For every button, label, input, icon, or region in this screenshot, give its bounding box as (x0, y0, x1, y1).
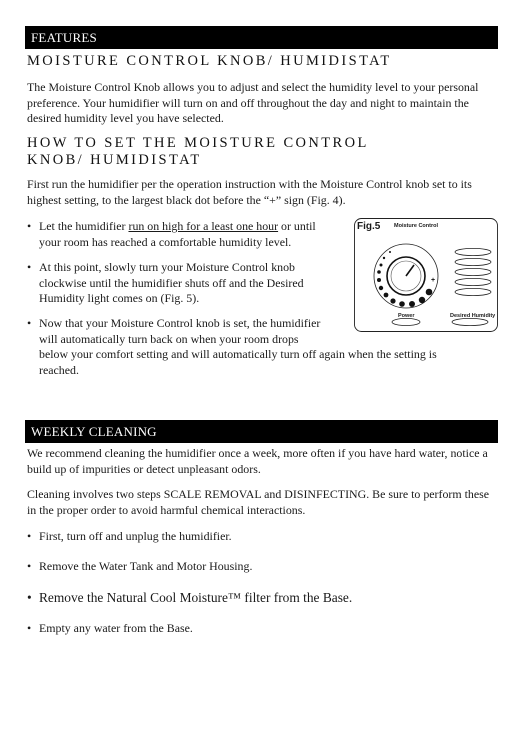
how-to-set-paragraph: First run the humidifier per the operation instruction with the Moisture Control knob set to its highest setting, to the largest black dot before the “+” sign (Fig. 4). (27, 177, 472, 207)
bullet-dot: • (27, 529, 32, 543)
power-label: Power (398, 313, 415, 319)
bullet-dot: • (27, 590, 32, 605)
bullet-dot: • (27, 559, 32, 573)
moisture-control-label: Moisture Control (394, 223, 438, 229)
setting-bullet-2 (27, 260, 352, 307)
cleaning-paragraph-2: Cleaning involves two steps SCALE REMOVAL and DISINFECTING. Be sure to perform these in the proper order to avoid harmful chemical interactions. (27, 487, 490, 517)
bullet-text-line: below your comfort setting and will automatically turn off again when the setting is (39, 347, 437, 361)
bullet-text-line: your room has reached a comfortable humidity level. (39, 234, 292, 249)
features-section-bar: FEATURES (25, 26, 498, 49)
bullet-text-line: At this point, slowly turn your Moisture Control knob (39, 260, 295, 274)
bullet-text-line: reached. (39, 362, 79, 377)
how-to-set-heading-line1: HOW TO SET THE MOISTURE CONTROL (27, 135, 369, 151)
bullet-dot: • (27, 219, 32, 233)
bullet-text-line: Let the humidifier run on high for a least one hour or until (39, 219, 316, 233)
weekly-cleaning-section-bar: WEEKLY CLEANING (25, 420, 498, 443)
bullet-text: Empty any water from the Base. (39, 621, 193, 635)
bullet-text: Remove the Natural Cool Moisture™ filter from the Base. (39, 590, 353, 605)
svg-text:+: + (431, 277, 436, 284)
cleaning-bullet-2 (27, 559, 252, 575)
moisture-control-heading: MOISTURE CONTROL KNOB/ HUMIDISTAT (27, 53, 392, 69)
bullet-dot: • (27, 621, 32, 635)
bullet-text-line: Humidity light comes on (Fig. 5). (39, 291, 200, 305)
bullet-text: First, turn off and unplug the humidifier. (39, 529, 232, 543)
cleaning-paragraph-1: We recommend cleaning the humidifier once a week, more often if you have hard water, notice a build up of impurities or detect unpleasant odors. (27, 446, 488, 476)
bullet-text-line: will automatically turn back on when your room drops (39, 331, 299, 346)
desired-humidity-label: Desired Humidity (450, 313, 496, 319)
moisture-control-description: The Moisture Control Knob allows you to adjust and select the humidity level to your personal preference. Your humidifier will turn on and off throughout the day and night to maintain the desired humidity level you have selected. (27, 80, 479, 125)
bullet-dot: • (27, 316, 32, 330)
bullet-dot: • (27, 260, 32, 274)
underlined-text: run on high for a least one hour (128, 219, 279, 233)
cleaning-bullet-3 (27, 590, 352, 606)
cleaning-bullet-1 (27, 529, 232, 545)
figure-label: Fig.5 (357, 221, 381, 232)
bullet-text-line: Now that your Moisture Control knob is set, the humidifier (39, 316, 321, 330)
bullet-text-line: clockwise until the humidifier shuts off and the Desired (39, 275, 304, 290)
setting-bullet-1 (27, 219, 352, 250)
cleaning-bullet-4 (27, 621, 193, 637)
figure-5-control-panel (354, 218, 498, 332)
bullet-text: Remove the Water Tank and Motor Housing. (39, 559, 253, 573)
how-to-set-heading-line2: KNOB/ HUMIDISTAT (27, 152, 202, 168)
